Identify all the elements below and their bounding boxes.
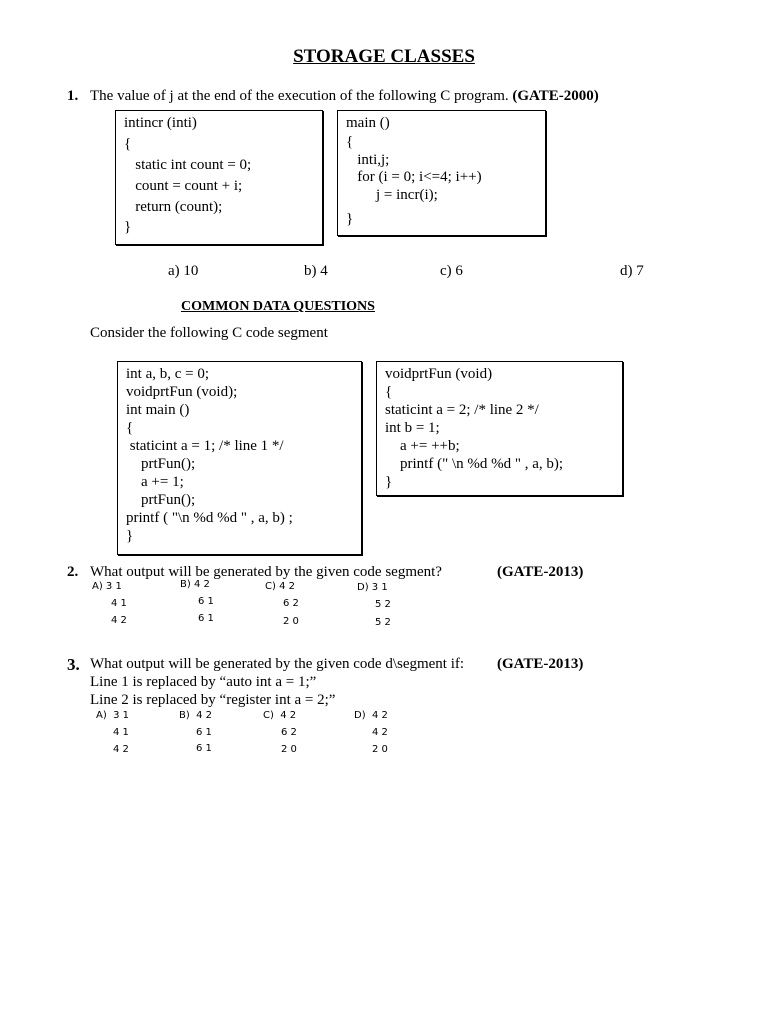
code-line: for (i = 0; i<=4; i++) — [346, 169, 482, 185]
q1-option-b: b) 4 — [304, 263, 328, 279]
code-line: int b = 1; — [385, 420, 440, 436]
code-line: a += 1; — [126, 474, 184, 490]
code-line: { — [124, 136, 132, 152]
q3-option-c-label: C) 4 2 — [263, 710, 297, 721]
q2-option-b-line: 6 1 — [198, 596, 214, 607]
q2-option-d-label: D) 3 1 — [357, 582, 388, 593]
code-line: } — [385, 474, 393, 490]
q1-question: The value of j at the end of the execution of the following C program. — [90, 88, 509, 104]
q3-option-b-line: 6 1 — [196, 743, 212, 754]
code-line: } — [346, 211, 354, 227]
code-line: main () — [346, 115, 390, 131]
code-line: prtFun(); — [126, 456, 196, 472]
code-line: j = incr(i); — [346, 187, 438, 203]
q1-option-a: a) 10 — [168, 263, 199, 279]
code-line: inti,j; — [346, 152, 390, 168]
q3-option-a-label: A) 3 1 — [96, 710, 130, 721]
code-line: prtFun(); — [126, 492, 196, 508]
code-line: intincr (inti) — [124, 115, 197, 131]
code-line: } — [126, 528, 134, 544]
code-line: printf (" \n %d %d " , a, b); — [385, 456, 564, 472]
q3-option-c-line: 6 2 — [281, 727, 297, 738]
code-line: int a, b, c = 0; — [126, 366, 210, 382]
code-line: staticint a = 1; /* line 1 */ — [126, 438, 284, 454]
code-line: } — [124, 219, 132, 235]
q1-text — [90, 88, 599, 105]
q1-option-c: c) 6 — [440, 263, 463, 279]
q1-tag: (GATE-2000) — [512, 88, 599, 104]
code-line: int main () — [126, 402, 190, 418]
q2-number: 2. — [67, 564, 79, 580]
code-line: a += ++b; — [385, 438, 460, 454]
q2-option-a-label: A) 3 1 — [92, 581, 122, 592]
code-line: voidprtFun (void) — [385, 366, 493, 382]
q2-question: What output will be generated by the given code segment? — [90, 564, 442, 580]
common-code-box-right — [376, 361, 623, 496]
q2-option-a-line: 4 1 — [111, 598, 127, 609]
q2-option-c-label: C) 4 2 — [265, 581, 295, 592]
q3-option-d-line: 4 2 — [372, 727, 388, 738]
code-line: voidprtFun (void); — [126, 384, 238, 400]
code-line: return (count); — [124, 199, 223, 215]
q3-option-b-label: B) 4 2 — [179, 710, 213, 721]
page-title: STORAGE CLASSES — [293, 46, 475, 67]
common-data-heading: COMMON DATA QUESTIONS — [181, 299, 375, 314]
common-intro: Consider the following C code segment — [90, 325, 328, 341]
code-line: printf ( "\n %d %d " , a, b) ; — [126, 510, 293, 526]
q3-option-d-label: D) 4 2 — [354, 710, 388, 721]
code-line: staticint a = 2; /* line 2 */ — [385, 402, 539, 418]
q1-option-d: d) 7 — [620, 263, 644, 279]
q3-option-d-line: 2 0 — [372, 744, 388, 755]
common-code-box-left — [117, 361, 362, 555]
q3-option-c-line: 2 0 — [281, 744, 297, 755]
q3-option-a-line: 4 2 — [113, 744, 129, 755]
code-line: count = count + i; — [124, 178, 243, 194]
q1-code-box-left — [115, 110, 323, 245]
q3-option-a-line: 4 1 — [113, 727, 129, 738]
q2-option-c-line: 6 2 — [283, 598, 299, 609]
q3-line1: Line 1 is replaced by “auto int a = 1;” — [90, 674, 317, 690]
q2-option-c-line: 2 0 — [283, 616, 299, 627]
q2-option-d-line: 5 2 — [375, 617, 391, 628]
q1-number: 1. — [67, 88, 79, 104]
code-line: { — [385, 384, 393, 400]
q3-question: What output will be generated by the given code d\segment if: — [90, 656, 465, 672]
q2-option-b-label: B) 4 2 — [180, 579, 210, 590]
q3-tag: (GATE-2013) — [497, 656, 584, 672]
q2-tag: (GATE-2013) — [497, 564, 584, 580]
code-line: { — [126, 420, 134, 436]
q2-option-d-line: 5 2 — [375, 599, 391, 610]
q1-code-box-right — [337, 110, 546, 236]
q2-option-a-line: 4 2 — [111, 615, 127, 626]
code-line: { — [346, 134, 354, 150]
q3-number: 3. — [67, 655, 80, 674]
q3-option-b-line: 6 1 — [196, 727, 212, 738]
q2-option-b-line: 6 1 — [198, 613, 214, 624]
q3-line2: Line 2 is replaced by “register int a = 2;” — [90, 692, 336, 708]
code-line: static int count = 0; — [124, 157, 252, 173]
